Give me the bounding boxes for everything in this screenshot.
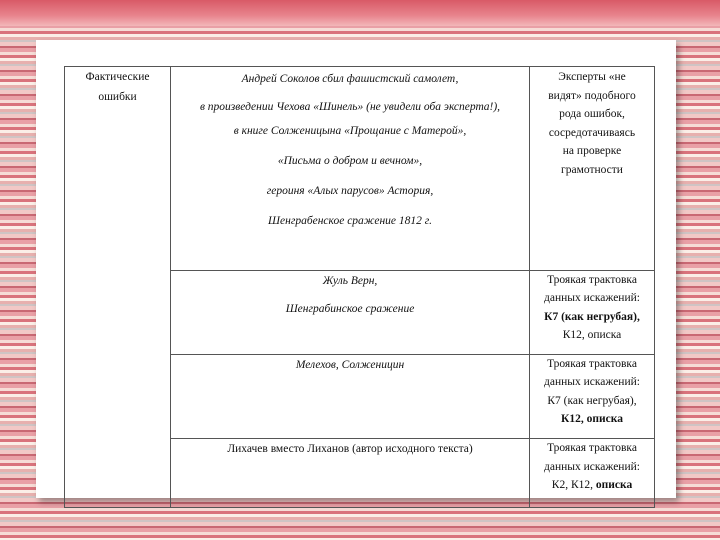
- examples-cell: [171, 67, 530, 271]
- comment-text: данных искажений:: [544, 460, 640, 473]
- example-text: Мелехов, Солженицин: [295, 358, 405, 371]
- comment-text: грамотности: [561, 163, 623, 176]
- category-line: ошибки: [98, 91, 137, 103]
- examples-cell: [171, 439, 530, 508]
- example-text: Шенграбинское сражение: [285, 302, 415, 315]
- examples-cell: [171, 270, 530, 354]
- comment-text: данных искажений:: [544, 376, 640, 389]
- category-line: Фактические: [85, 71, 150, 83]
- comment-text: данных искажений:: [544, 292, 640, 305]
- table-row: [65, 67, 655, 271]
- example-text: Жуль Верн,: [322, 274, 378, 287]
- comment-text: К12, описка: [562, 329, 622, 342]
- example-text: «Письма о добром и вечном»,: [277, 155, 423, 167]
- comment-text: К12, описка: [561, 413, 623, 426]
- comment-text: описка: [595, 479, 633, 492]
- comment-text: К7 (как негрубая),: [547, 394, 637, 407]
- comment-text: на проверке: [562, 145, 622, 157]
- comment-text: Троякая трактовка: [547, 357, 637, 370]
- category-cell: [65, 67, 171, 508]
- comment-text: рода ошибок,: [559, 108, 625, 120]
- errors-table: [64, 66, 655, 508]
- comment-text: Троякая трактовка: [547, 273, 637, 286]
- comment-cell: [530, 67, 655, 271]
- example-text: в книге Солженицына «Прощание с Матерой»,: [233, 125, 467, 137]
- example-text: Шенграбенское сражение 1812 г.: [268, 215, 432, 227]
- comment-text: Троякая трактовка: [547, 442, 637, 455]
- slide-panel: [36, 40, 676, 498]
- example-text: в произведении Чехова «Шинель» (не увидели оба экспертa!),: [199, 101, 501, 113]
- examples-cell: [171, 354, 530, 438]
- header-stripe: [0, 0, 720, 26]
- comment-cell: [530, 439, 655, 508]
- comment-cell: [530, 270, 655, 354]
- comment-text: К2, К12,: [551, 479, 594, 492]
- comment-cell: [530, 354, 655, 438]
- comment-text: видят» подобного: [548, 89, 636, 102]
- comment-text: сосредотачиваясь: [548, 126, 636, 139]
- comment-text: Эксперты «не: [558, 71, 626, 83]
- example-text: Лихачев вместо Лиханов (автор исходного текста): [227, 443, 473, 456]
- example-text: героиня «Алых парусов» Астория,: [266, 185, 434, 197]
- comment-line: [532, 476, 652, 495]
- comment-text: К7 (как негрубая),: [544, 310, 640, 323]
- example-text: Андрей Соколов сбил фашистский самолет,: [241, 73, 459, 85]
